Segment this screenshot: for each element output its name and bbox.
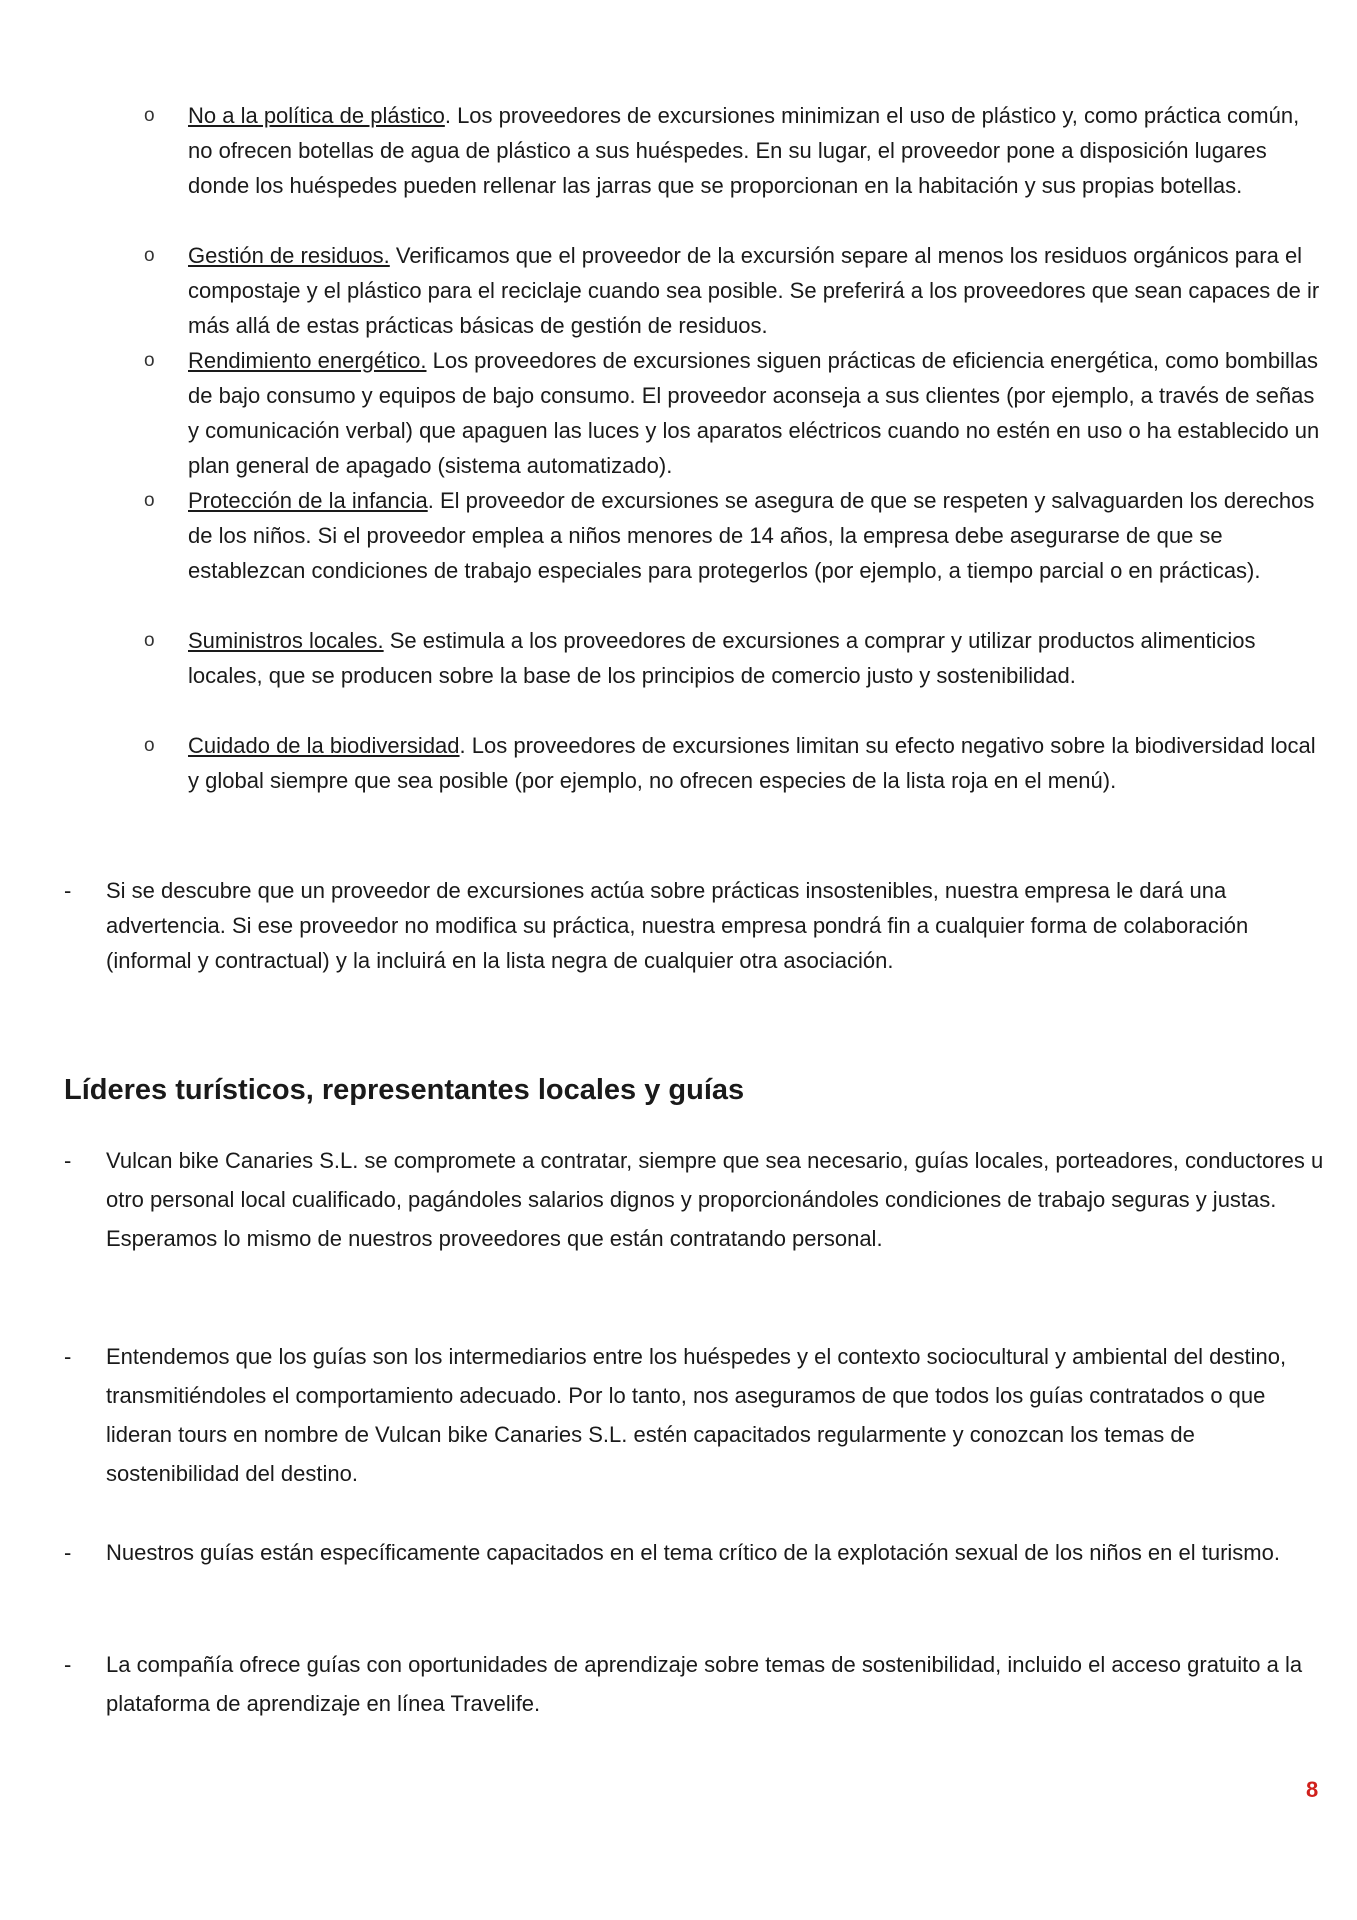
page-number: 8 [1306,1777,1319,1802]
item-title: Gestión de residuos. [188,243,390,268]
item-title: Rendimiento energético. [188,348,427,373]
list-item [64,1337,1324,1493]
list-item [64,1533,1324,1572]
dash-bullet: - [64,878,72,903]
item-text: Los proveedores de excursiones minimizan el uso de plástico y, como práctica común, no ofrecen botellas de agua de plástico a sus huéspedes. En su lugar, el proveedor pone a disposición lugares donde los huéspedes pueden rellenar las jarras que se proporcionan en la habitación y sus propias botellas. [188,103,1300,198]
list-item [64,1141,1324,1258]
guide-item-1 [64,1141,1324,1258]
list-item [140,343,1320,483]
list-item [64,1645,1324,1723]
supplier-criteria-list [140,98,1320,833]
item-text: Los proveedores de excursiones limitan su efecto negativo sobre la biodiversidad local y global siempre que sea posible (por ejemplo, no ofrecen especies de la lista roja en el menú). [188,733,1316,793]
item-text: Los proveedores de excursiones siguen prácticas de eficiencia energética, como bombillas de bajo consumo y equipos de bajo consumo. El proveedor aconseja a sus clientes (por ejemplo, a través de señas y comunicación verbal) que apaguen las luces y los aparatos eléctricos cuando no estén en uso o ha establecido un plan general de apagado (sistema automatizado). [188,348,1320,478]
dash-bullet: - [64,1540,72,1565]
item-title: No a la política de plástico [188,103,445,128]
circle-bullet: o [144,350,155,371]
dash-bullet: - [64,1148,72,1173]
guide-item-2 [64,1337,1324,1493]
guide-text: La compañía ofrece guías con oportunidades de aprendizaje sobre temas de sostenibilidad, incluido el acceso gratuito a la plataforma de aprendizaje en línea Travelife. [106,1652,1303,1716]
item-title: Cuidado de la biodiversidad [188,733,460,758]
list-item [64,873,1324,978]
guide-item-3 [64,1533,1324,1572]
list-item: o Protección de la infancia. El proveedor de excursiones se asegura de que se respeten y salvaguarden los derechos de los niños. Si el proveedor emplea a niños menores de 14 años, la empresa debe asegurarse de que se establezcan condiciones de trabajo especiales para protegerlos (por ejemplo, a tiempo parcial o en prácticas). [140,483,1320,623]
circle-bullet: o [144,630,155,651]
section-heading: Líderes turísticos, representantes locales y guías [64,1074,745,1106]
list-item: o Cuidado de la biodiversidad. Los proveedores de excursiones limitan su efecto negativo sobre la biodiversidad local y global siempre que sea posible (por ejemplo, no ofrecen especies de la lista roja en el menú). [140,728,1320,833]
list-item [140,238,1320,343]
dash-bullet: - [64,1344,72,1369]
item-text: El proveedor de excursiones se asegura de que se respeten y salvaguarden los derechos de los niños. Si el proveedor emplea a niños menores de 14 años, la empresa debe asegurarse de que se establezcan condiciones de trabajo especiales para protegerlos (por ejemplo, a tiempo parcial o en prácticas). [188,488,1315,583]
warning-paragraph [64,873,1324,978]
warning-text: Si se descubre que un proveedor de excursiones actúa sobre prácticas insostenibles, nuestra empresa le dará una advertencia. Si ese proveedor no modifica su práctica, nuestra empresa pondrá fin a cualquier forma de colaboración (informal y contractual) y la incluirá en la lista negra de cualquier otra asociación. [106,878,1249,973]
list-item [140,623,1320,728]
guide-text: Entendemos que los guías son los intermediarios entre los huéspedes y el contexto sociocultural y ambiental del destino, transmitiéndoles el comportamiento adecuado. Por lo tanto, nos aseguramos de que todos los guías contratados o que lideran tours en nombre de Vulcan bike Canaries S.L. estén capacitados regularmente y conozcan los temas de sostenibilidad del destino. [106,1344,1287,1486]
circle-bullet: o [144,735,155,756]
guide-text: Nuestros guías están específicamente capacitados en el tema crítico de la explotación sexual de los niños en el turismo. [106,1540,1280,1565]
item-title: Protección de la infancia [188,488,428,513]
circle-bullet: o [144,490,155,511]
guide-item-4 [64,1645,1324,1723]
circle-bullet: o [144,245,155,266]
item-text: Se estimula a los proveedores de excursiones a comprar y utilizar productos alimenticios locales, que se producen sobre la base de los principios de comercio justo y sostenibilidad. [188,628,1256,688]
list-item: o No a la política de plástico. Los proveedores de excursiones minimizan el uso de plástico y, como práctica común, no ofrecen botellas de agua de plástico a sus huéspedes. En su lugar, el proveedor pone a disposición lugares donde los huéspedes pueden rellenar las jarras que se proporcionan en la habitación y sus propias botellas. [140,98,1320,238]
dash-bullet: - [64,1652,72,1677]
item-text: Verificamos que el proveedor de la excursión separe al menos los residuos orgánicos para el compostaje y el plástico para el reciclaje cuando sea posible. Se preferirá a los proveedores que sean capaces de ir más allá de estas prácticas básicas de gestión de residuos. [188,243,1320,338]
circle-bullet: o [144,105,155,126]
guide-text: Vulcan bike Canaries S.L. se compromete a contratar, siempre que sea necesario, guías locales, porteadores, conductores u otro personal local cualificado, pagándoles salarios dignos y proporcionándoles condiciones de trabajo seguras y justas. Esperamos lo mismo de nuestros proveedores que están contratando personal. [106,1148,1324,1251]
item-title: Suministros locales. [188,628,384,653]
